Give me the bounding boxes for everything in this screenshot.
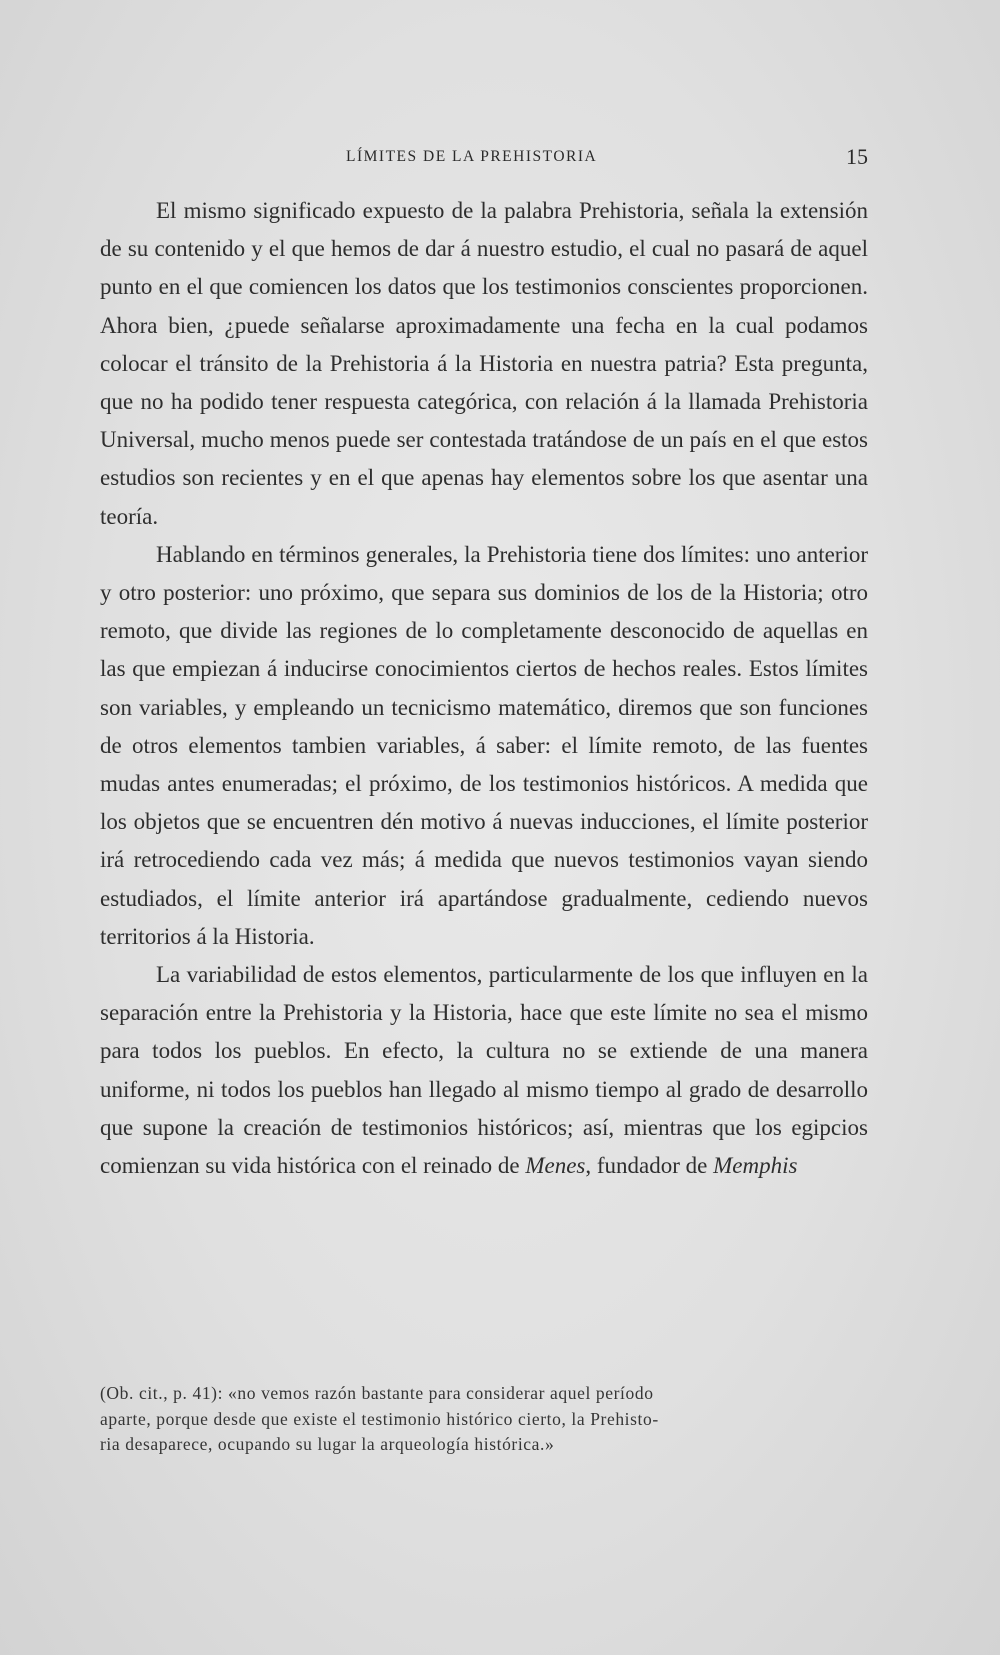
page-header [100,144,868,178]
paragraph [100,192,868,536]
italic-name-menes: Menes [525,1153,586,1179]
paragraph-text: El mismo significado expuesto de la palabra Prehistoria, señala la extensión de su contenido y el que hemos de dar á nuestro estudio, el cual no pasará de aquel punto en el que comiencen los datos que los testimonios conscientes proporcionen. Ahora bien, ¿puede señalarse aproximadamente una fecha en la cual podamos colocar el tránsito de la Prehistoria á la Historia en nuestra patria? Esta pregunta, que no ha podido tener respuesta categórica, con relación á la llamada Prehistoria Universal, mucho menos puede ser contestada tratándose de un país en el que estos estudios son recientes y en el que apenas hay elementos sobre los que asentar una teoría. [100,198,868,529]
italic-name-memphis: Memphis [713,1153,798,1179]
footnote [100,1381,868,1458]
page-number: 15 [846,144,868,169]
footnote-line: aparte, porque desde que existe el testimonio histórico cierto, la Prehisto- [100,1408,659,1429]
paragraph-text: , fundador de [585,1153,714,1179]
footnote-line: ria desaparece, ocupando su lugar la arqueología histórica.» [100,1434,555,1454]
running-title: LÍMITES DE LA PREHISTORIA [346,148,598,165]
footnote-line: (Ob. cit., p. 41): «no vemos razón bastante para considerar aquel período [100,1383,654,1403]
paragraph-text: La variabilidad de estos elementos, particularmente de los que influyen en la separación entre la Prehistoria y la Historia, hace que este límite no sea el mismo para todos los pueblos. En efecto, la cultura no se extiende de una manera uniforme, ni todos los pueblos han llegado al mismo tiempo al grado de desarrollo que supone la creación de testimonios históricos; así, mientras que los egipcios comienzan su vida histórica con el reinado de [100,962,868,1179]
paragraph-text: Hablando en términos generales, la Prehistoria tiene dos límites: uno anterior y otro posterior: uno próximo, que separa sus dominios de los de la Historia; otro remoto, que divide las regiones de lo completamente desconocido de aquellas en las que empiezan á inducirse conocimientos ciertos de hechos reales. Estos límites son variables, y empleando un tecnicismo matemático, diremos que son funciones de otros elementos tambien variables, á saber: el límite remoto, de las fuentes mudas antes enumeradas; el próximo, de los testimonios históricos. A medida que los objetos que se encuentren dén motivo á nuevas inducciones, el límite posterior irá retrocediendo cada vez más; á medida que nuevos testimonios vayan siendo estudiados, el límite anterior irá apartándose gradualmente, cediendo nuevos territorios á la Historia. [100,541,868,949]
paragraph [100,956,868,1185]
paragraph [100,536,868,956]
body-text [100,192,868,1185]
